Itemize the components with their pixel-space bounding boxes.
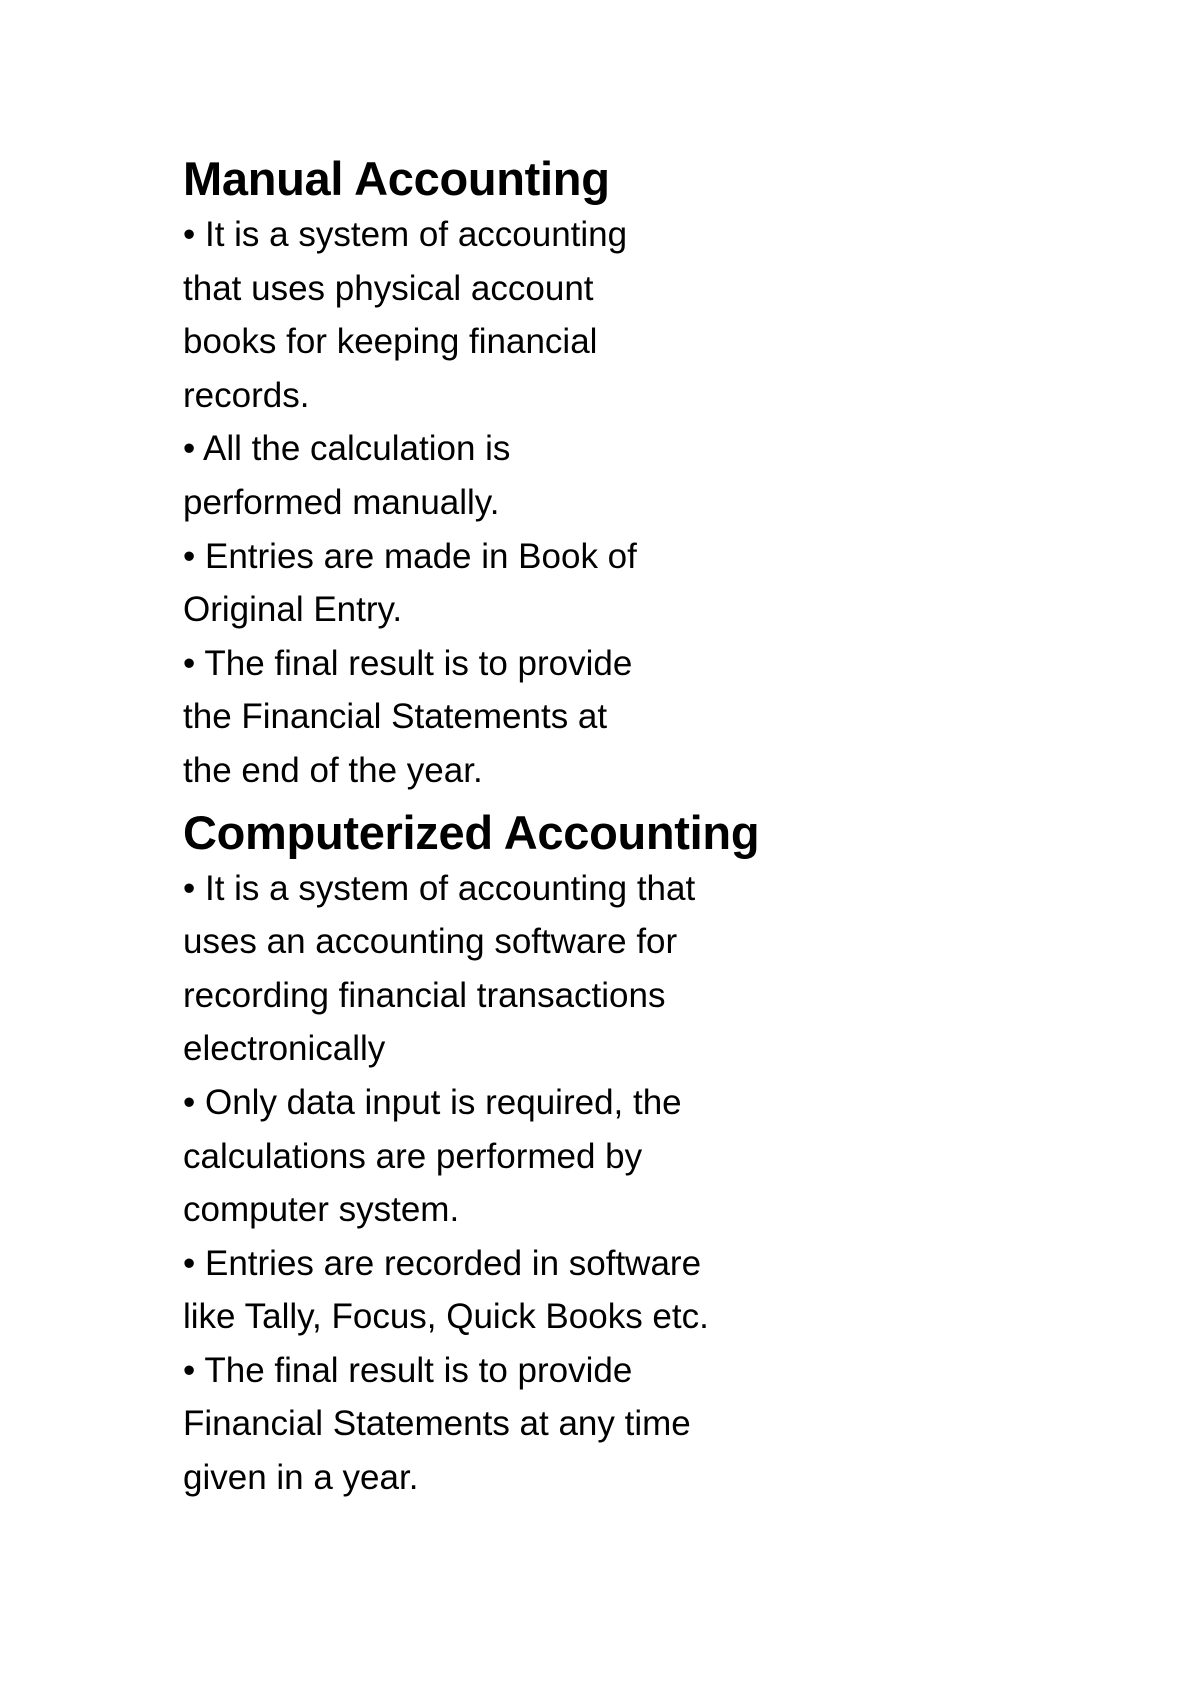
bullet-line: uses an accounting software for [183, 922, 678, 962]
bullet-line: performed manually. [183, 482, 500, 522]
bullet-line: • It is a system of accounting that [183, 868, 696, 908]
document-content [183, 150, 823, 1505]
bullet-line: recording financial transactions [183, 975, 666, 1015]
section-heading-computerized-accounting: Computerized Accounting [183, 805, 760, 859]
bullet-item [183, 530, 823, 637]
bullet-item [183, 1237, 823, 1344]
bullet-line: electronically [183, 1029, 386, 1069]
bullet-item [183, 1076, 823, 1237]
bullet-item [183, 1344, 823, 1505]
bullet-line: Original Entry. [183, 590, 403, 630]
bullet-line: • It is a system of accounting [183, 215, 628, 254]
computerized-accounting-list [183, 862, 823, 1505]
bullet-line: • Only data input is required, the [183, 1082, 682, 1122]
bullet-line: the Financial Statements at [183, 697, 608, 737]
bullet-line: records. [183, 375, 310, 415]
bullet-line: given in a year. [183, 1458, 419, 1498]
bullet-item [183, 862, 823, 1076]
bullet-item [183, 208, 823, 422]
bullet-line: • The final result is to provide [183, 1350, 633, 1390]
bullet-item [183, 422, 823, 529]
bullet-line: • Entries are recorded in software [183, 1243, 702, 1283]
bullet-line: • The final result is to provide [183, 643, 633, 683]
bullet-line: like Tally, Focus, Quick Books etc. [183, 1297, 709, 1337]
bullet-line: books for keeping financial [183, 322, 598, 362]
bullet-line: Financial Statements at any time [183, 1404, 691, 1444]
bullet-line: computer system. [183, 1190, 460, 1230]
manual-accounting-list [183, 208, 823, 798]
bullet-line: the end of the year. [183, 750, 483, 790]
bullet-item [183, 637, 823, 798]
bullet-line: • Entries are made in Book of [183, 536, 637, 576]
section-heading-manual-accounting: Manual Accounting [183, 152, 610, 205]
bullet-line: that uses physical account [183, 268, 594, 308]
bullet-line: calculations are performed by [183, 1136, 643, 1176]
bullet-line: • All the calculation is [183, 429, 511, 469]
